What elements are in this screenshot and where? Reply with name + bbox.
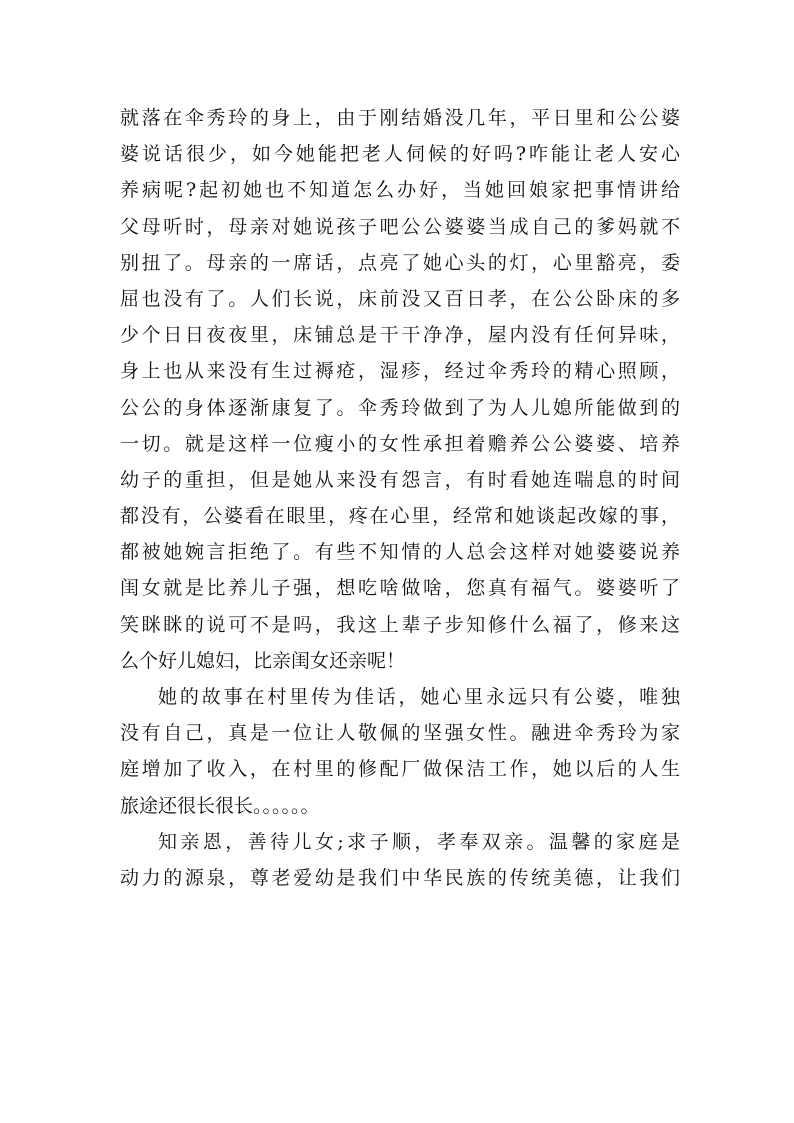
- text-line: 都没有，公婆看在眼里，疼在心里，经常和她谈起改嫁的事，: [120, 505, 680, 528]
- text-line: 身上也从来没有生过褥疮，湿疹，经过伞秀玲的精心照顾，: [120, 360, 680, 383]
- text-line: 动力的源泉，尊老爱幼是我们中华民族的传统美德，让我们: [120, 866, 680, 889]
- text-line: 一切。就是这样一位瘦小的女性承担着赡养公公婆婆、培养: [120, 432, 680, 455]
- paragraph-first-line: 知亲恩，善待儿女;求子顺，孝奉双亲。温馨的家庭是: [158, 830, 680, 853]
- text-line: 公公的身体逐渐康复了。伞秀玲做到了为人儿媳所能做到的: [120, 396, 680, 419]
- text-line: 婆说话很少，如今她能把老人伺候的好吗?咋能让老人安心: [120, 143, 680, 166]
- text-line: 养病呢?起初她也不知道怎么办好，当她回娘家把事情讲给: [120, 179, 680, 202]
- text-line: 笑眯眯的说可不是吗，我这上辈子步知修什么福了，修来这: [120, 613, 680, 636]
- text-line: 父母听时，母亲对她说孩子吧公公婆婆当成自己的爹妈就不: [120, 215, 680, 238]
- text-line: 闺女就是比养儿子强，想吃啥做啥，您真有福气。婆婆听了: [120, 577, 680, 600]
- text-line: 幼子的重担，但是她从来没有怨言，有时看她连喘息的时间: [120, 468, 680, 491]
- text-line: 屈也没有了。人们长说，床前没又百日孝，在公公卧床的多: [120, 287, 680, 310]
- text-line: 少个日日夜夜里，床铺总是干干净净，屋内没有任何异味，: [120, 324, 680, 347]
- paragraph-first-line: 她的故事在村里传为佳话，她心里永远只有公婆，唯独: [158, 686, 680, 708]
- text-line: 别扭了。母亲的一席话，点亮了她心头的灯，心里豁亮，委: [120, 251, 680, 274]
- body-text: [120, 100, 680, 896]
- text-line: 就落在伞秀玲的身上，由于刚结婚没几年，平日里和公公婆: [120, 107, 680, 129]
- text-line: 么个好儿媳妇，比亲闺女还亲呢！: [120, 649, 406, 672]
- text-line: 庭增加了收入，在村里的修配厂做保洁工作，她以后的人生: [120, 758, 680, 781]
- text-line: 都被她婉言拒绝了。有些不知情的人总会这样对她婆婆说养: [120, 541, 680, 564]
- text-line: 旅途还很长很长。。。。。。: [120, 794, 320, 817]
- text-line: 没有自己，真是一位让人敬佩的坚强女性。融进伞秀玲为家: [120, 722, 680, 745]
